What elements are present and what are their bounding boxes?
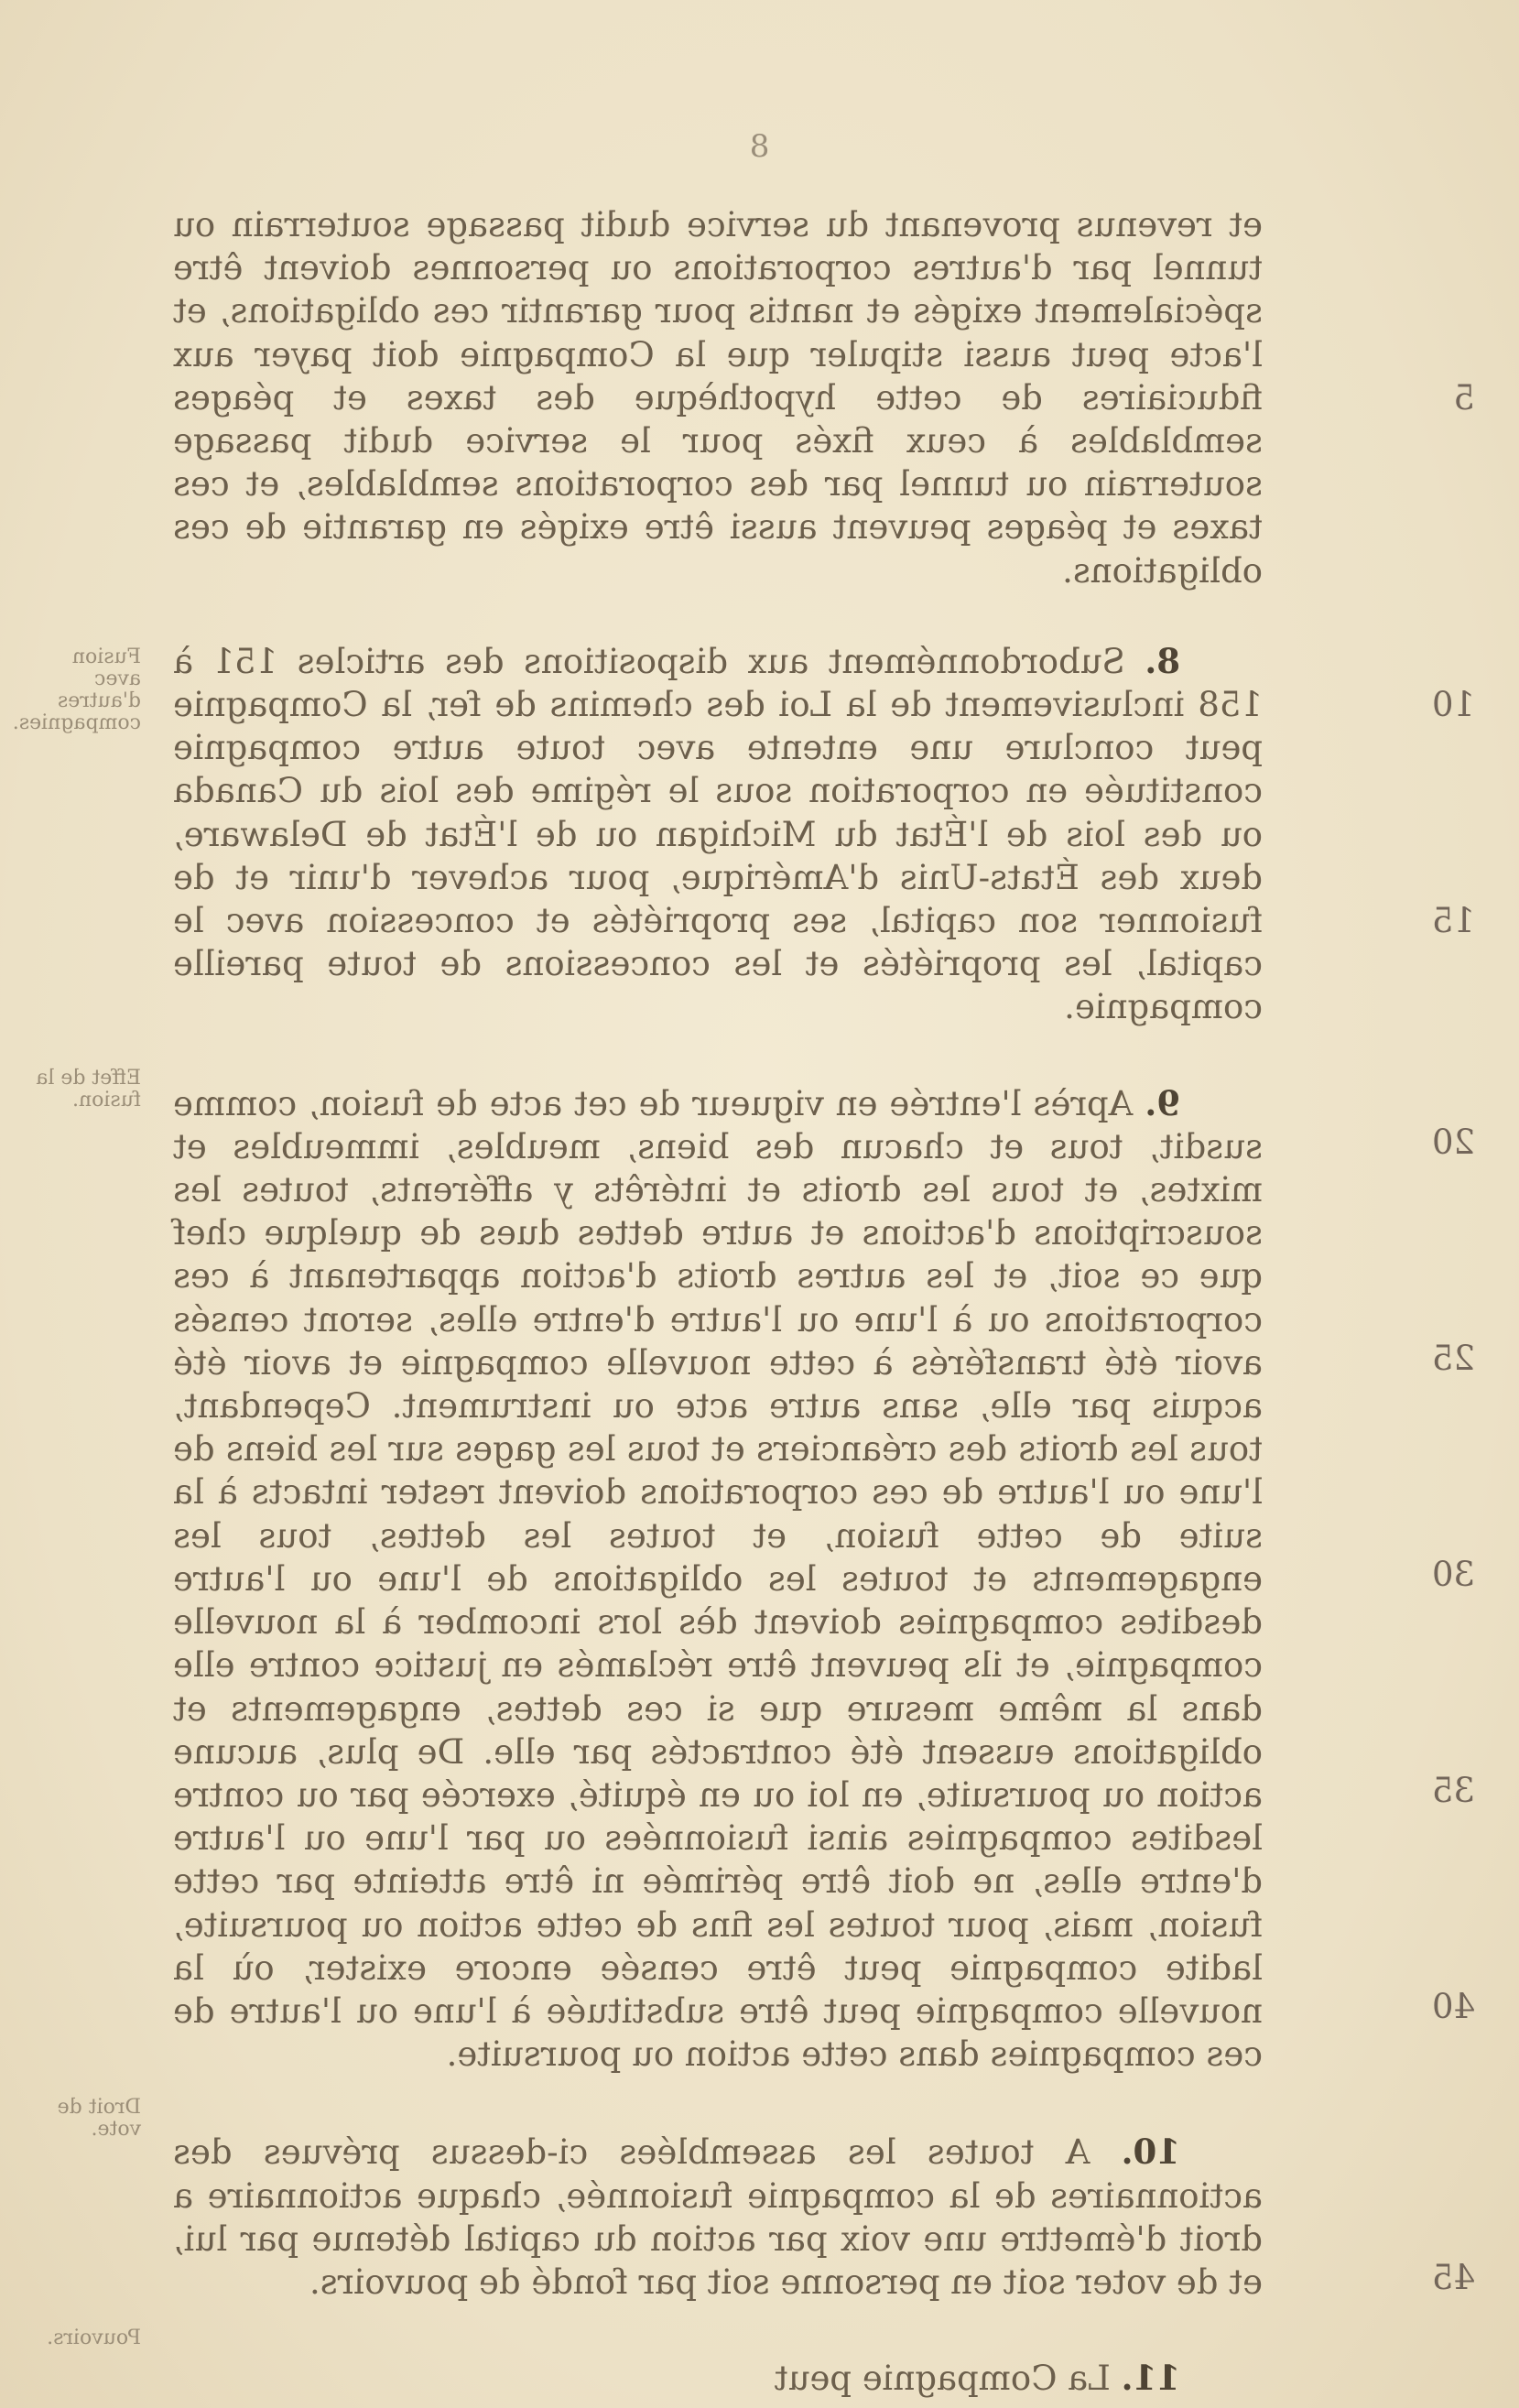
paragraph-section-9: [173, 1082, 1263, 2077]
line-number: 20: [1431, 1123, 1475, 1162]
section-number: 10.: [1121, 2131, 1180, 2173]
margin-note-droit-de-vote: Droit de vote.: [57, 2096, 141, 2141]
line-number: 5: [1453, 377, 1475, 418]
margin-note-effet: Effet de la fusion.: [36, 1067, 141, 1112]
line-number: 40: [1431, 1987, 1475, 2026]
section-number: 9.: [1145, 1082, 1180, 1123]
section-number: 8.: [1145, 640, 1180, 681]
line-number: 30: [1431, 1555, 1475, 1594]
paragraph-text: Après l'entrée en vigueur de cet acte de fusion, comme susdit, tous et chacun des biens, meubles, immeubles et mixtes, et tous les droits et intérêts y afférents, toutes les souscriptions d'actions et autre dettes dues de quelque chef que ce soit, et les autres droits d'action appartenant à ces corporations ou à l'une ou l'autre d'entre elles, seront censés avoir été transférés à cette nouvelle compagnie et avoir été acquis par elle, sans autre acte ou instrument. Cependant, tous les droits des créanciers et tous les gages sur les biens de l'une ou l'autre de ces corporations doivent rester intacts à la suite de cette fusion, et toutes les dettes, tous les engagements et toutes les obligations de l'une ou l'autre desdites compagnies doivent dès lors incomber à la nouvelle compagnie, et ils peuvent être réclamés en justice contre elle dans la même mesure que si ces dettes, engagements et obligations eussent été contractés par elle. De plus, aucune action ou poursuite, en loi ou en équité, exercée par ou contre lesdites compagnies ainsi fusionnées ou par l'une ou l'autre d'entre elles, ne doit être périmée ni être atteinte par cette fusion, mais, pour toutes les fins de cette action ou poursuite, ladite compagnie peut être censée encore exister, où la nouvelle compagnie peut être substituée à l'une ou l'autre de ces compagnies dans cette action ou poursuite.: [173, 1083, 1263, 2075]
body-column: [173, 203, 1263, 2400]
margin-note-pouvoirs: Pouvoirs.: [47, 2327, 141, 2349]
paragraph-text: A toutes les assemblées ci-dessus prévues des actionnaires de la compagnie fusionnée, chaque actionnaire a droit d'émettre une voix par action du capital détenue par lui, et de voter soit en personne soit par fondé de pouvoirs.: [172, 2132, 1263, 2302]
paragraph-section-11: [173, 2357, 1263, 2400]
paragraph-continuation: [173, 203, 1263, 592]
line-number: 25: [1431, 1339, 1475, 1378]
line-number: 15: [1431, 901, 1475, 940]
paragraph-text: Subordonnément aux dispositions des articles 151 à 158 inclusivement de la Loi des chemins de fer, la Compagnie peut conclure une entente avec toute autre compagnie constituée en corporation sous le régime des lois du Canada ou des lois de l'État du Michigan ou de l'État de Delaware, deux des États-Unis d'Amérique, pour achever d'unir et de fusionner son capital, ses propriétés et concession avec le capital, les propriétés et les concessions de toute pareille compagnie.: [173, 641, 1263, 1027]
line-number: 35: [1431, 1771, 1475, 1810]
line-number: 45: [1431, 2258, 1475, 2297]
line-number: 10: [1431, 685, 1475, 724]
page-number: 8: [749, 128, 770, 165]
margin-note-fusion: Fusion avec d'autres compagnies.: [12, 645, 141, 734]
paragraph-text: et revenus provenant du service dudit passage souterrain ou tunnel par d'autres corporations ou personnes doivent être spécialement exigés et nantis pour garantir ces obligations, et l'acte peut aussi stipuler que la Compagnie doit payer aux fiduciaires de cette hypothèque des taxes et péages semblables à ceux fixés pour le service dudit passage souterrain ou tunnel par des corporations semblables, et ces taxes et péages peuvent aussi être exigés en garantie de ces obligations.: [173, 205, 1263, 591]
paragraph-text: La Compagnie peut: [774, 2359, 1111, 2399]
paragraph-section-10: [173, 2131, 1263, 2304]
paragraph-section-8: [173, 640, 1263, 1029]
section-number: 11.: [1121, 2358, 1180, 2399]
